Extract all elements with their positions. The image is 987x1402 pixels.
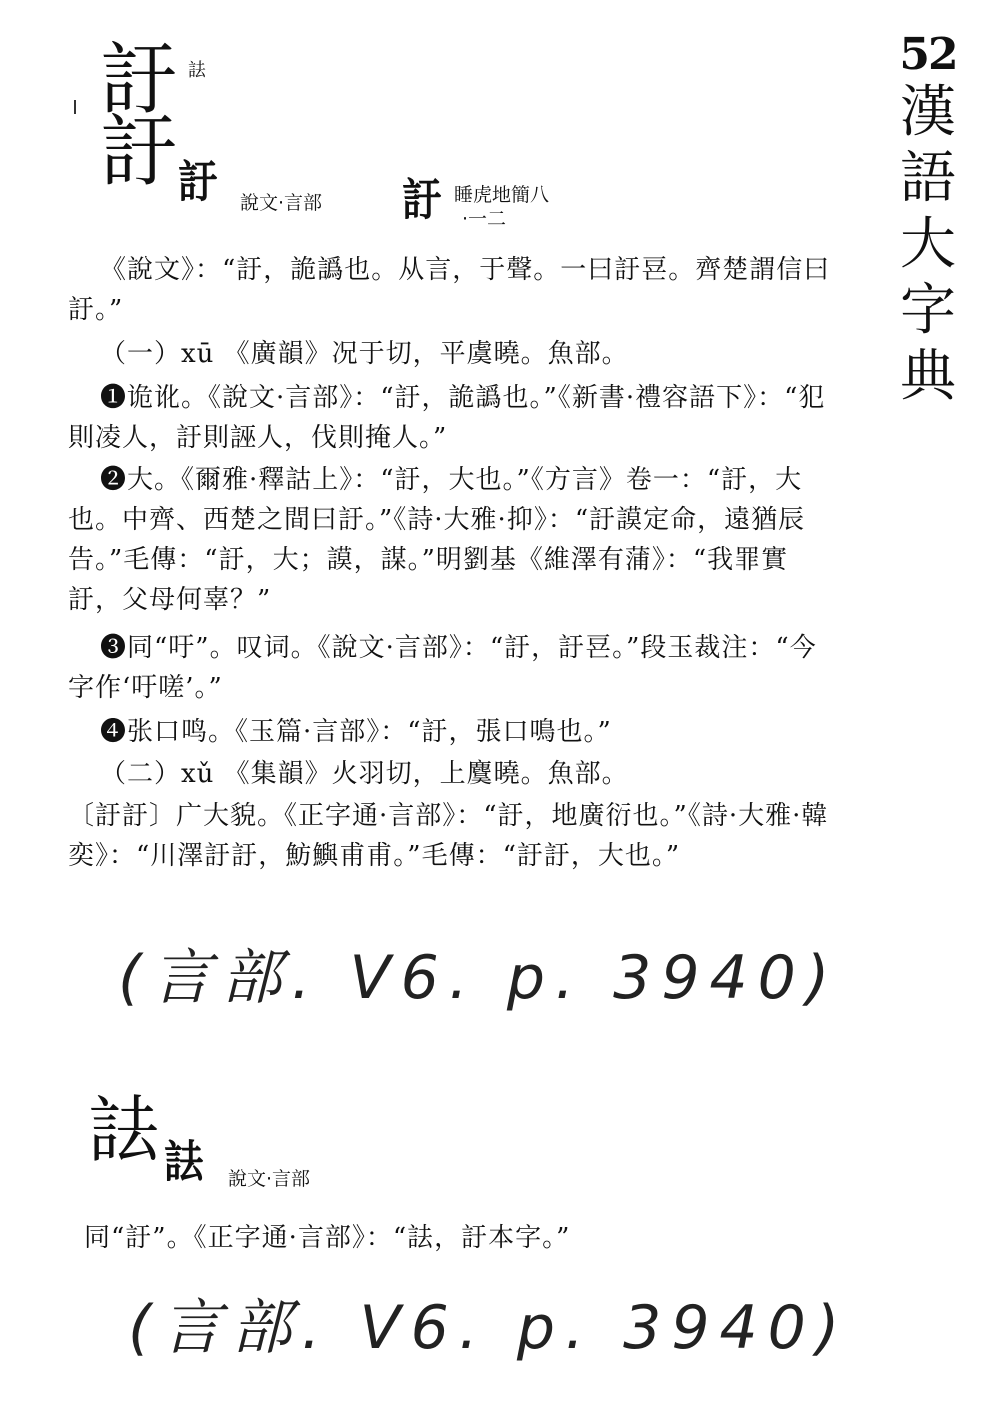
sense-2: ❷大。《爾雅·釋詁上》：“訏，大也。”《方言》卷一：“訏，大也。中齊、西楚之間曰訏。”《詩·大雅·抑》：“訏謨定命，遠猶辰告。”毛傳：“訏，大；謨，謀。”明劉基《維澤有蒲》：“我罪實訏，父母何辜？”	[68, 465, 806, 615]
side-title-char: 字	[900, 278, 956, 343]
headword-entry2: 詓	[88, 1088, 161, 1172]
glyph-source-label-entry2: 說文·言部	[228, 1168, 311, 1190]
side-title-char: 大	[900, 212, 956, 277]
headword-main: 訏	[100, 107, 179, 197]
headword-variant: 詓	[188, 60, 206, 81]
sense-1: ❶诡讹。《說文·言部》：“訏，詭譌也。”《新書·禮容語下》：“犯則凌人，訏則誣人，伐則掩人。”	[68, 383, 826, 453]
pronunciation-line-2: （二）xǔ 《集韻》火羽切，上麌曉。魚部。	[100, 759, 629, 789]
glyph-source-label-2: 睡虎地簡八	[454, 184, 550, 206]
glyph-source-label: 說文·言部	[240, 192, 323, 214]
bamboo-slip-glyph: 訏	[402, 173, 442, 226]
seal-script-glyph-entry2: 詓	[164, 1135, 204, 1188]
sense-3: ❸同“吁”。叹词。《說文·言部》：“訏，訏䜳。”段玉裁注：“今字作‘吁嗟’。”	[68, 633, 817, 703]
handwritten-note: (言部. V6. p. 3940)	[118, 943, 840, 1013]
glyph-source-label-3: ·一二	[462, 208, 507, 230]
entry2-definition: 同“訏”。《正字通·言部》：“詓，訏本字。”	[84, 1223, 571, 1253]
handwritten-note-2: (言部. V6. p. 3940)	[128, 1293, 850, 1363]
compound-entry: 〔訏訏〕广大貌。《正字通·言部》：“訏，地廣衍也。”《詩·大雅·韓奕》：“川澤訏訏，魴鱮甫甫。”毛傳：“訏訏，大也。”	[68, 801, 829, 871]
sense-4: ❹张口鸣。《玉篇·言部》：“訏，張口鳴也。”	[100, 717, 612, 747]
pronunciation-line: （一）xū 《廣韻》况于切，平虞曉。魚部。	[100, 339, 629, 369]
side-title-char: 語	[900, 146, 956, 211]
side-title-char: 典	[900, 344, 956, 409]
dictionary-side-title	[888, 30, 968, 410]
page-number: 52	[899, 29, 957, 80]
entry-paragraph: 《說文》：“訏，詭譌也。从言，于聲。一曰訏䜳。齊楚謂信曰訏。”	[68, 255, 831, 325]
side-title-char: 漢	[900, 80, 956, 145]
headword-top: 訏	[100, 35, 179, 125]
margin-tick	[74, 100, 76, 114]
seal-script-glyph: 訏	[178, 155, 218, 208]
